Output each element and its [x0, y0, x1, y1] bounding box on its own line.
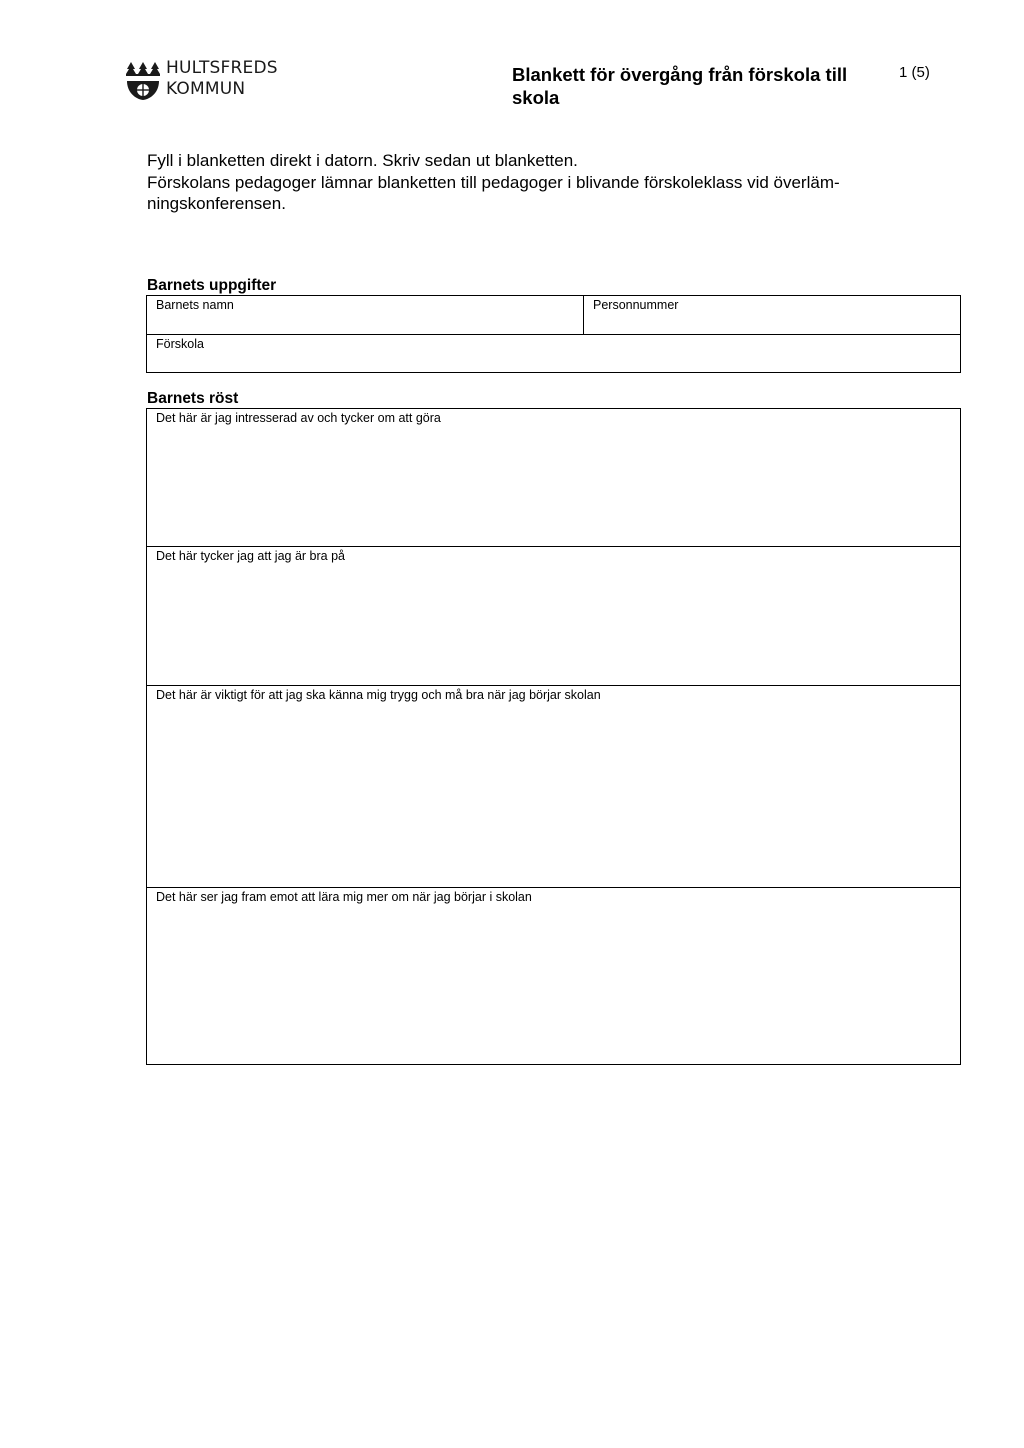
child-info-heading: Barnets uppgifter [147, 277, 277, 294]
security-needs-field[interactable] [147, 686, 960, 887]
child-info-table [146, 295, 961, 373]
child-name-field[interactable] [147, 296, 583, 334]
logo-line-2: KOMMUN [166, 79, 246, 99]
security-needs-label: Det här är viktigt för att jag ska känna mig trygg och må bra när jag börjar skolan [156, 688, 601, 702]
child-voice-heading: Barnets röst [147, 390, 239, 407]
logo-line-1: HULTSFREDS [166, 58, 278, 78]
logo-wordmark [166, 58, 278, 100]
child-info-row-2 [147, 335, 960, 372]
strengths-label: Det här tycker jag att jag är bra på [156, 549, 345, 563]
page-number: 1 (5) [899, 64, 930, 81]
strengths-field[interactable] [147, 547, 960, 685]
personal-number-field[interactable] [583, 296, 960, 334]
preschool-field[interactable] [147, 335, 960, 372]
municipal-coat-of-arms-icon [126, 59, 160, 101]
personal-number-label: Personnummer [593, 298, 679, 312]
instruction-line-2: Förskolans pedagoger lämnar blanketten till pedagoger i blivande förskoleklass vid överläm-ningskonferensen. [147, 172, 840, 213]
child-voice-row [147, 686, 960, 888]
child-voice-row [147, 888, 960, 1064]
municipality-logo [126, 58, 306, 102]
learning-goals-label: Det här ser jag fram emot att lära mig mer om när jag börjar i skolan [156, 890, 532, 904]
instruction-line-1: Fyll i blanketten direkt i datorn. Skriv sedan ut blanketten. [147, 151, 578, 170]
interests-label: Det här är jag intresserad av och tycker om att göra [156, 411, 441, 425]
child-voice-table [146, 408, 961, 1065]
child-name-label: Barnets namn [156, 298, 234, 312]
instructions [147, 150, 947, 215]
preschool-label: Förskola [156, 337, 204, 351]
learning-goals-field[interactable] [147, 888, 960, 1064]
document-title: Blankett för övergång från förskola till skola [512, 64, 848, 108]
child-voice-row [147, 409, 960, 547]
child-voice-row [147, 547, 960, 686]
interests-field[interactable] [147, 409, 960, 546]
child-info-row-1 [147, 296, 960, 335]
